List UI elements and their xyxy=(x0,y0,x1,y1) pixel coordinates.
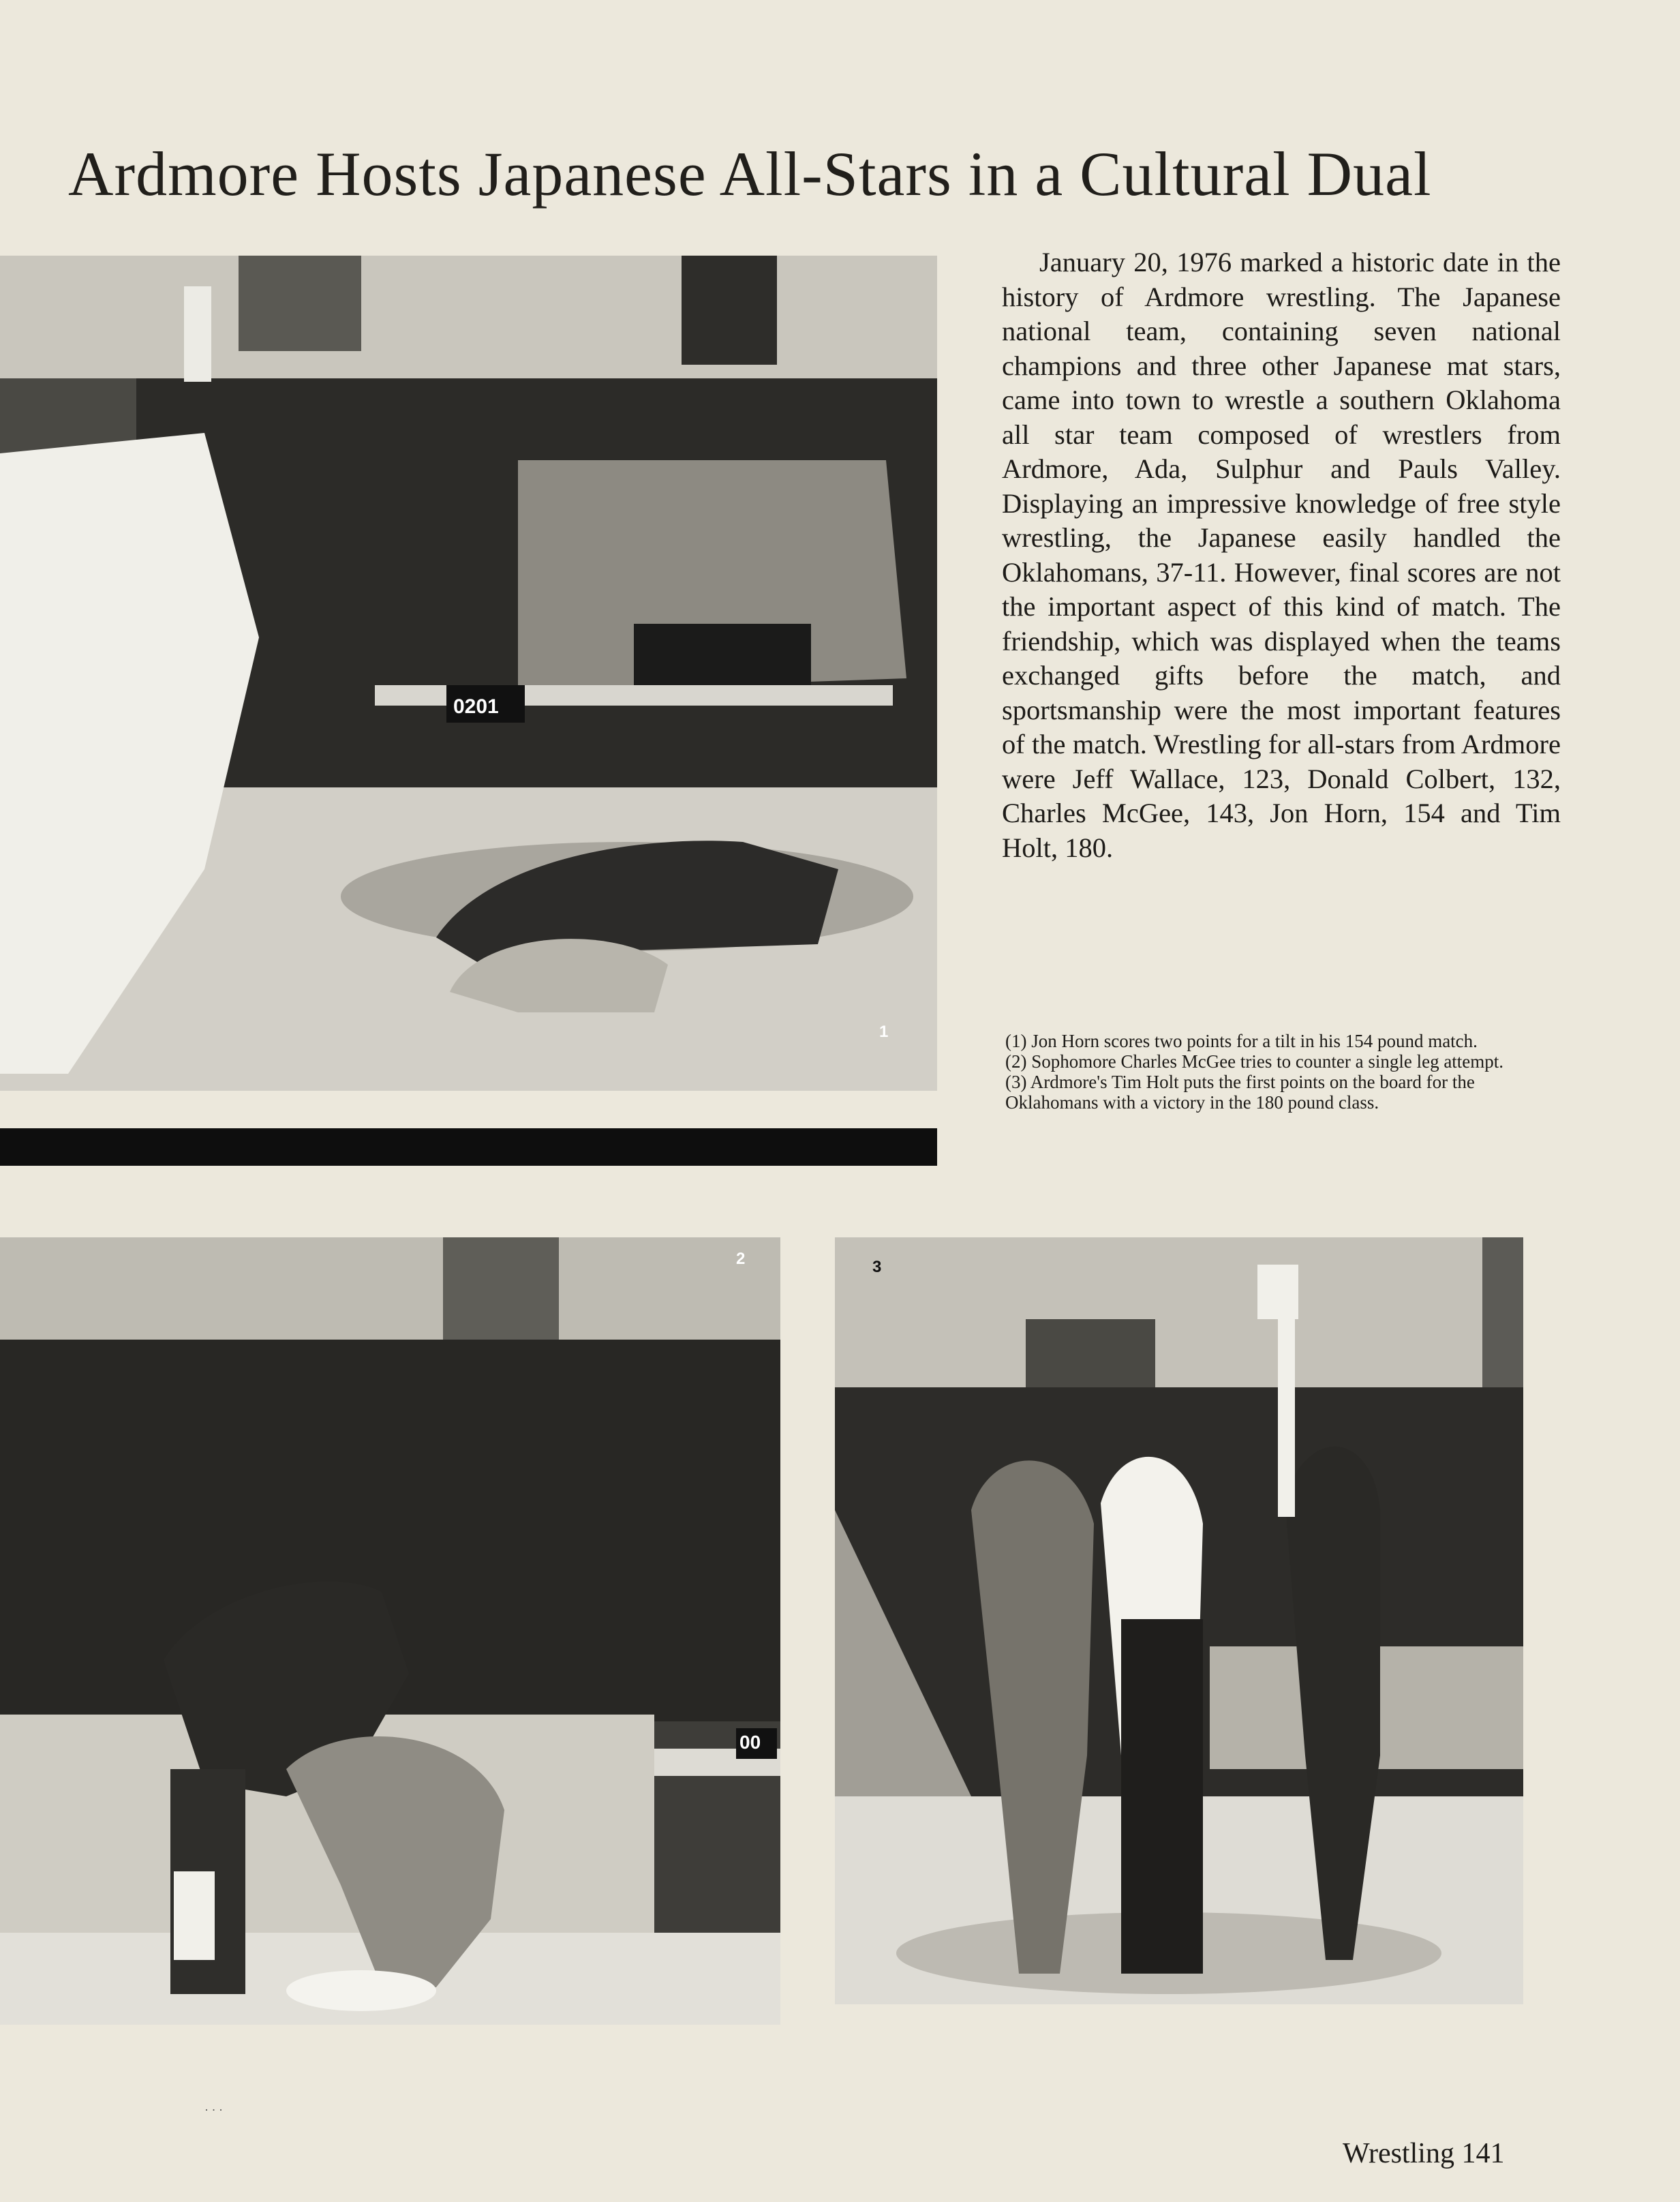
photo-3-number: 3 xyxy=(872,1258,882,1276)
scoreboard-2: 00 xyxy=(739,1732,761,1753)
photo-2-number: 2 xyxy=(736,1250,746,1268)
caption-1: (1) Jon Horn scores two points for a tilt in his 154 pound match. xyxy=(1005,1031,1478,1051)
photo-2-image xyxy=(0,1237,780,2025)
print-specks: · · · xyxy=(204,2103,223,2117)
photo-1-image xyxy=(0,256,937,1091)
page-title: Ardmore Hosts Japanese All-Stars in a Cultural Dual xyxy=(68,139,1432,209)
article-body: January 20, 1976 marked a historic date in the history of Ardmore wrestling. The Japanese national team, containing seven national champions and three other Japanese mat stars, came into town to wrestle a southern Oklahoma all star team composed of wrestlers from Ardmore, Ada, Sulphur and Pauls Valley. Displaying an impressive knowledge of free style wrestling, the Japanese easily handled the Oklahomans, 37-11. However, final scores are not the important aspect of this kind of match. The friendship, which was displayed when the teams exchanged gifts before the match, and sportsmanship were the most important features of the match. Wrestling for all-stars from Ardmore were Jeff Wallace, 123, Donald Colbert, 132, Charles McGee, 143, Jon Horn, 154 and Tim Holt, 180. xyxy=(1002,247,1561,863)
photo-1-wrestling-tilt xyxy=(0,256,937,1091)
page-footer: Wrestling 141 xyxy=(1343,2138,1505,2169)
photo-1-number: 1 xyxy=(879,1023,889,1041)
black-bar xyxy=(0,1128,937,1166)
caption-3: (3) Ardmore's Tim Holt puts the first points on the board for the Oklahomans with a victory in the 180 pound class. xyxy=(1005,1072,1475,1113)
photo-2-single-leg xyxy=(0,1237,780,2025)
photo-3-image xyxy=(835,1237,1523,2004)
caption-2: (2) Sophomore Charles McGee tries to counter a single leg attempt. xyxy=(1005,1051,1504,1072)
scoreboard-1: 0201 xyxy=(453,695,499,718)
captions xyxy=(1005,1031,1537,1113)
photo-3-victory xyxy=(835,1237,1523,2004)
